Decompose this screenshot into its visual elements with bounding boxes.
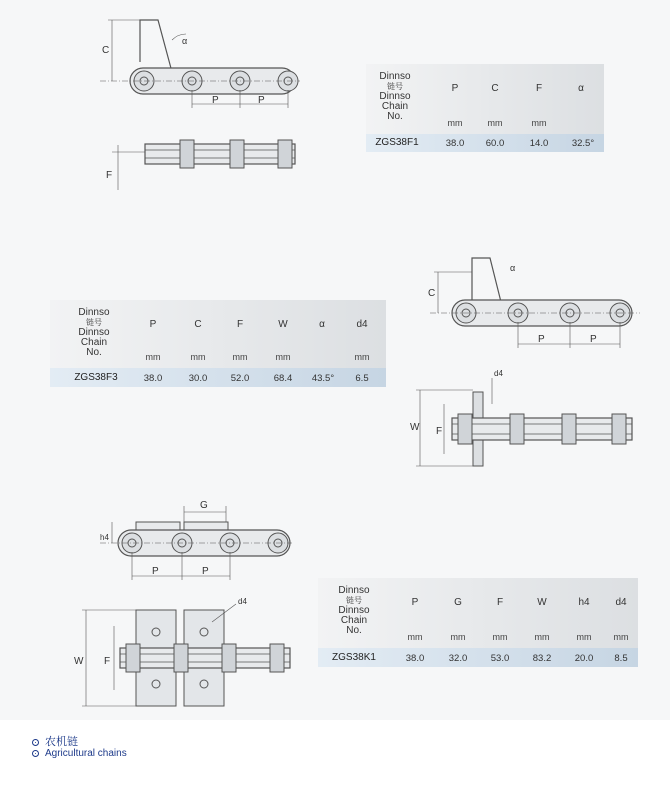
value: 83.2 [532, 653, 552, 664]
f1-label-f: F [106, 170, 113, 181]
k1-side-view [100, 506, 292, 580]
chain-number: ZGS38F3 [74, 372, 118, 383]
unit: mm [190, 352, 206, 362]
column-header: α [319, 319, 325, 330]
value: 38.0 [445, 138, 465, 149]
value: 52.0 [230, 373, 250, 384]
bullet-icon [32, 750, 39, 757]
f1-top-view [112, 140, 295, 190]
table-header-label: Dinnso 链号 Dinnso Chain No. [379, 71, 411, 122]
f3-label-alpha: α [510, 263, 516, 273]
column-header: d4 [356, 319, 368, 330]
column-header: F [535, 83, 543, 94]
column-header: α [578, 83, 584, 94]
spec-table-zgs38f3 [50, 300, 386, 388]
value: 30.0 [188, 373, 208, 384]
k1-label-f: F [104, 656, 111, 667]
f1-label-p2: P [258, 95, 265, 106]
column-header: W [278, 319, 288, 330]
footer-english-text: Agricultural chains [45, 748, 127, 759]
value: 32.0 [448, 653, 468, 664]
unit: mm [447, 118, 463, 128]
f3-label-p1: P [538, 334, 545, 345]
column-header: P [411, 597, 419, 608]
chain-number: ZGS38F1 [375, 137, 419, 148]
f3-label-f: F [436, 426, 443, 437]
k1-label-p1: P [152, 566, 159, 577]
k1-label-h4: h4 [100, 533, 109, 542]
value: 68.4 [273, 373, 293, 384]
k1-top-view [82, 604, 290, 706]
value: 20.0 [574, 653, 594, 664]
column-header: F [236, 319, 244, 330]
column-header: P [451, 83, 459, 94]
unit: mm [534, 632, 550, 642]
table-header-label: Dinnso 链号 Dinnso Chain No. [338, 585, 370, 636]
f1-label-alpha: α [182, 36, 188, 46]
spec-table-zgs38f1 [366, 64, 604, 152]
footer-chinese-text: 农机链 [45, 736, 78, 748]
f3-side-view [430, 258, 640, 348]
value: 60.0 [485, 138, 505, 149]
unit: mm [613, 632, 629, 642]
table-header-label: Dinnso 链号 Dinnso Chain No. [78, 307, 110, 358]
k1-label-p2: P [202, 566, 209, 577]
k1-label-w: W [74, 656, 84, 667]
unit: mm [145, 352, 161, 362]
f3-label-c: C [428, 288, 436, 299]
k1-label-g: G [200, 500, 208, 511]
f3-label-p2: P [590, 334, 597, 345]
value: 43.5° [311, 373, 335, 384]
column-header: F [496, 597, 504, 608]
f1-label-p1: P [212, 95, 219, 106]
column-header: W [537, 597, 547, 608]
f1-side-view [100, 20, 300, 108]
column-header: G [454, 597, 462, 608]
column-header: C [491, 83, 499, 94]
value: 8.5 [614, 653, 628, 664]
value: 38.0 [143, 373, 163, 384]
value: 53.0 [490, 653, 510, 664]
unit: mm [275, 352, 291, 362]
column-header: d4 [615, 597, 627, 608]
value: 38.0 [405, 653, 425, 664]
unit: mm [232, 352, 248, 362]
f1-label-c: C [102, 45, 110, 56]
f3-top-view [416, 378, 632, 466]
unit: mm [531, 118, 547, 128]
unit: mm [576, 632, 592, 642]
value: 6.5 [355, 373, 369, 384]
footer-english-title [32, 748, 127, 759]
unit: mm [487, 118, 503, 128]
bullet-icon [32, 739, 39, 746]
f3-label-d4: d4 [494, 369, 503, 378]
column-header: h4 [578, 597, 590, 608]
chain-number: ZGS38K1 [332, 652, 376, 663]
unit: mm [354, 352, 370, 362]
unit: mm [450, 632, 466, 642]
value: 32.5° [571, 138, 595, 149]
column-header: C [194, 319, 202, 330]
column-header: P [149, 319, 157, 330]
unit: mm [492, 632, 508, 642]
f3-label-w: W [410, 422, 420, 433]
spec-table-zgs38k1 [318, 578, 638, 670]
value: 14.0 [529, 138, 549, 149]
unit: mm [407, 632, 423, 642]
footer-chinese-title [32, 733, 78, 749]
k1-label-d4: d4 [238, 597, 247, 606]
